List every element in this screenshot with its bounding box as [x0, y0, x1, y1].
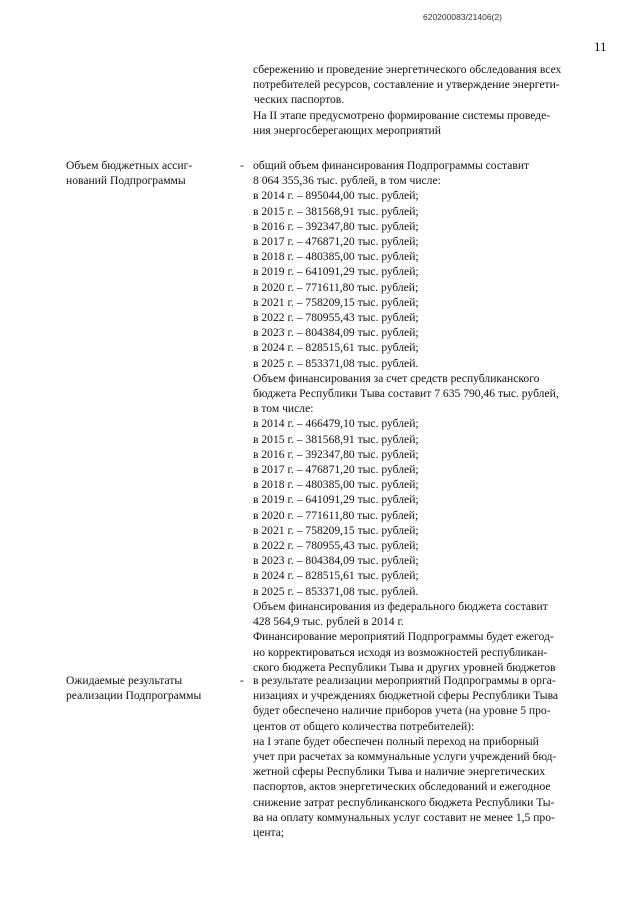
- results-section-label: [66, 673, 201, 703]
- text-line: в 2016 г. – 392347,80 тыс. рублей;: [253, 219, 419, 233]
- text-line: ва на оплату коммунальных услуг составит не менее 1,5 про-: [253, 810, 555, 824]
- text-line: в 2022 г. – 780955,43 тыс. рублей;: [253, 539, 419, 553]
- text-line: низациях и учреждениях бюджетной сферы Республики Тыва: [253, 689, 559, 703]
- text-line: На II этапе предусмотрено формирование системы проведе-: [253, 108, 551, 122]
- text-line: 428 564,9 тыс. рублей в 2014 г.: [253, 615, 404, 629]
- text-line: сбережению и проведение энергетического обследования всех: [253, 63, 562, 76]
- text-line: в 2025 г. – 853371,08 тыс. рублей.: [253, 584, 419, 598]
- text-line: в 2020 г. – 771611,80 тыс. рублей;: [253, 508, 419, 522]
- text-line: Объем финансирования за счет средств республиканского: [253, 371, 540, 385]
- text-line: в 2022 г. – 780955,43 тыс. рублей;: [253, 311, 419, 325]
- text-line: в 2019 г. – 641091,29 тыс. рублей;: [253, 265, 419, 279]
- section-dash: -: [240, 674, 244, 687]
- text-line: в 2021 г. – 758209,15 тыс. рублей;: [253, 523, 419, 537]
- text-line: ческих паспортов.: [254, 93, 345, 107]
- label-line: Объем бюджетных ассиг-: [66, 159, 193, 172]
- text-line: в том числе:: [253, 402, 314, 416]
- text-line: в 2023 г. – 804384,09 тыс. рублей;: [253, 326, 419, 340]
- text-line: в 2024 г. – 828515,61 тыс. рублей;: [253, 341, 419, 355]
- text-line: в 2018 г. – 480385,00 тыс. рублей;: [253, 250, 419, 264]
- text-line: Финансирование мероприятий Подпрограммы будет ежегод-: [253, 630, 554, 644]
- results-section-content: [253, 673, 605, 840]
- text-line: на I этапе будет обеспечен полный переход на приборный: [253, 734, 539, 748]
- text-line: центов от общего количества потребителей):: [253, 719, 475, 733]
- text-line: в 2020 г. – 771611,80 тыс. рублей;: [253, 280, 419, 294]
- text-line: Объем финансирования из федерального бюджета составит: [253, 599, 548, 613]
- text-line: паспортов, актов энергетических обследований и ежегодное: [253, 780, 551, 794]
- text-line: в 2019 г. – 641091,29 тыс. рублей;: [253, 493, 419, 507]
- intro-block: [253, 62, 605, 138]
- text-line: в 2014 г. – 466479,10 тыс. рублей;: [253, 417, 419, 431]
- document-id: 620200083/21406(2): [423, 12, 502, 22]
- text-line: в 2016 г. – 392347,80 тыс. рублей;: [253, 447, 419, 461]
- label-line: реализации Подпрограммы: [66, 689, 202, 703]
- text-line: в 2021 г. – 758209,15 тыс. рублей;: [253, 295, 419, 309]
- text-line: бюджета Республики Тыва составит 7 635 790,46 тыс. рублей,: [253, 387, 559, 401]
- text-line: цента;: [253, 826, 285, 840]
- text-line: в 2015 г. – 381568,91 тыс. рублей;: [253, 204, 419, 218]
- text-line: ского бюджета Республики Тыва и других уровней бюджетов: [253, 660, 556, 674]
- text-line: но корректироваться исходя из возможностей республикан-: [253, 645, 548, 659]
- text-line: в 2017 г. – 476871,20 тыс. рублей;: [253, 463, 419, 477]
- text-line: 8 064 355,36 тыс. рублей, в том числе:: [253, 174, 441, 188]
- text-line: в 2025 г. – 853371,08 тыс. рублей.: [253, 356, 419, 370]
- budget-section-content: [253, 158, 605, 675]
- text-line: в 2024 г. – 828515,61 тыс. рублей;: [253, 569, 419, 583]
- text-line: в 2015 г. – 381568,91 тыс. рублей;: [253, 432, 419, 446]
- text-line: в 2023 г. – 804384,09 тыс. рублей;: [253, 554, 419, 568]
- text-line: в 2018 г. – 480385,00 тыс. рублей;: [253, 478, 419, 492]
- budget-section-label: [66, 158, 192, 188]
- section-dash: -: [240, 159, 244, 172]
- label-line: нований Подпрограммы: [66, 174, 186, 188]
- text-line: в 2017 г. – 476871,20 тыс. рублей;: [253, 235, 419, 249]
- text-line: жетной сферы Республики Тыва и наличие энергетических: [253, 765, 546, 779]
- text-line: общий объем финансирования Подпрограммы составит: [253, 159, 530, 172]
- text-line: будет обеспечено наличие приборов учета (на уровне 5 про-: [253, 704, 551, 718]
- label-line: Ожидаемые результаты: [66, 674, 183, 687]
- text-line: в результате реализации мероприятий Подпрограммы в орга-: [253, 674, 556, 687]
- text-line: ния энергосберегающих мероприятий: [253, 123, 441, 137]
- text-line: потребителей ресурсов, составление и утверждение энергети-: [253, 78, 560, 92]
- text-line: учет при расчетах за коммунальные услуги учреждений бюд-: [253, 750, 557, 764]
- text-line: в 2014 г. – 895044,00 тыс. рублей;: [253, 189, 419, 203]
- text-line: снижение затрат республиканского бюджета Республики Ты-: [253, 795, 555, 809]
- page-number: 11: [594, 39, 607, 54]
